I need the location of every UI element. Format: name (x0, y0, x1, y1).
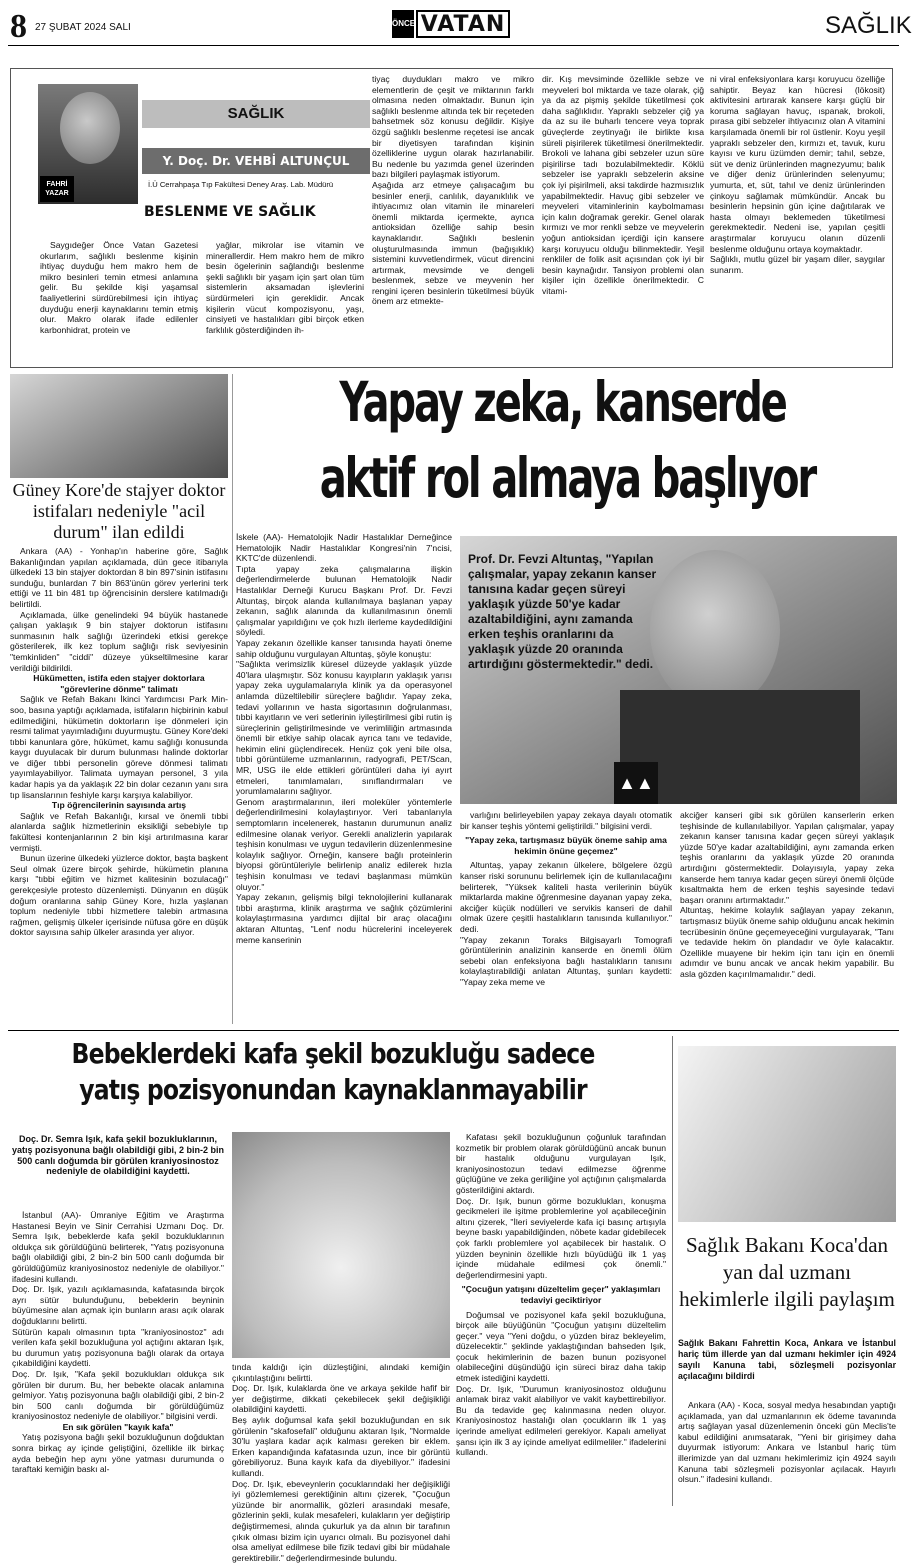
ai-body-1: İskele (AA)- Hematolojik Nadir Hastalıklar Derneğince Hematolojik Nadir Hastalıklar Kongresi'nin 7'ncisi, KKTC'de düzenlendi. Tıpta yapay zeka çalışmalarına ilişkin değerlendirmelerde bulunan Hematolojik Nadir Hastalıklar Derneği Kurucu Başkanı Prof. Dr. Fevzi Altuntaş, birçok alanda kullanılmaya başlanan yapay zekanın, sağlık alanında da kullanılmasının önemli çalışmalar yapıldığını ve çok hızlı ilerleme kaydedildiğini söyledi. Yapay zekanın özellikle kanser tanısında hayati öneme sahip olduğunu vurgulayan Altuntaş, şöyle konuştu: "Sağlıkta verimsizlik küresel düzeyde yaklaşık yüzde 40'lara ulaşmıştır. Söz konusu kayıpların yaklaşık yarısı yapay zeka uygulamalarıyla klinik ya da operasyonel anlamda düzeltilebilir süreçlere bağlıdır. Yapay zeka, tedavi yollarının ve hasta sigortasının doğrulanması, tıbbi kayıtların ve veri setlerinin iyileştirilmesi gibi rutin iş süreçlerinin geliştirilmesinde ve verimliliğin artmasında önemli bir etkiye sahip olacak ayrıca tanı ve tedavide, hekimin elini güçlendirecek. Henüz çok yeni bile olsa, tıbbi görüntüleme uzmanlarının, radyografi, PET/Scan, MR, USG ile elde ettikleri görüntüleri daha iyi ayırt etmeleri, tanımlamaları, sınıflandırmaları ve yorumlamalarını sağlıyor. Genom araştırmalarının, ileri moleküler yöntemlerle değerlendirilmesini kolaylaştırıyor. Veri tabanlarıyla semptomların incelenerek, hastanın durumunun analiz edilmesine olanak veriyor. Gerekli analizlerin yapılarak teşhisin konulması ve uygun tedavilerin düzenlenmesine kolaylık sağlıyor. Örneğin, kansere bağlı proteinlerin biyopsi görüntüleriyle belirlenip analiz edilerek hızla teşhisin konulması ve tedavi başlanması mümkün oluyor." Yapay zekanın, gelişmiş bilgi teknolojilerini kullanarak tıbbi araştırma, klinik araştırma ve sağlık çözümlerini kolaylaştırmasına yardımcı dijital bir araç olacağını aktaran Altuntaş, "Lenf nodu hücrelerini inceleyerek meme kanserinin (236, 532, 452, 945)
ai-body-2: varlığını belirleyebilen yapay zekaya dayalı otomatik bir kanser teşhis yöntemi geliştirildi." bilgisini verdi. "Yapay zeka, tartışmasız büyük öneme sahip ama hekimin önüne geçemez" Altuntaş, yapay zekanın ülkelere, bölgelere özgü kanser riski sorununu belirlemek için de kullanılacağını belirterek, "Yüksek kaliteli hasta verilerinin büyük miktarlarda makine öğrenmesine dayanan yapay zeka, akciğer küçük nodülleri ve servikis kanseri de dahil olmak üzere çeşitli hastalıkların tanısında kullanılıyor." dedi. "Yapay zekanın Toraks Bilgisayarlı Tomografi görüntülerinin analizinin kanserde en önemli ölüm sebebi olan enfeksiyona bağlı hastalıkların tanısını kolaylaştırabildiği anlatan Altuntaş, şunları kaydetti: "Yapay zeka meme ve (460, 810, 672, 987)
column-text-3: tiyaç duydukları makro ve mikro elementlerin de çeşit ve miktarının farklı olmasına neden olmaktadır. Bunun için sağlıklı beslenme altında tek bir reçeteden bahsetmek söz konusu değildir. Kişiye özgü sağlıklı beslenme reçetesi ise ancak bir diyetisyen tarafından kişinin özelliklerine uygun olarak hazırlanabilir. Bu nedenle bu yazımda genel üzerinden bazı bilgileri paylaşmak istiyorum. Aşağıda arz etmeye çalışacağım bu besinler enerji, canlılık, dayanıklılık ve ihtiyacımız olan vitamin ile minareleri önemli miktarda içermekte, ayrıca antioksidan özelliğe sahip besin kaynaklarıdır. Sağlıklı beslenin oluşturulmasında immun (bağışıklık) sistemini kuvvetlendirmek, vücut direncini artırmak, mevsimde ve dengeli beslenmek, sebze ve meyvenin her rengini içeren besinlerin tüketilmesi büyük önem arz etmekte- (372, 74, 534, 307)
author-tag: FAHRİ YAZAR (40, 176, 74, 202)
page-number: 8 (10, 8, 27, 45)
header-rule (8, 45, 899, 46)
ai-pull-quote: Prof. Dr. Fevzi Altuntaş, "Yapılan çalışmalar, yapay zekanın kanser tanısına kadar geçen süreyi yaklaşık yüzde 50'ye kadar azaltabildiğini, aynı zamanda erken teşhis oranlarını da yaklaşık yüzde 20 oranında artırdığını göstermektedir." dedi. (468, 552, 657, 671)
koca-body: Ankara (AA) - Koca, sosyal medya hesabından yaptığı açıklamada, yan dal uzmanlarının ek ödeme tavanında artış sağlayan yasal düzenlemenin önceki gün Meclis'te kabul edildiğini anımsatarak, "Yeni bir girişimey daha duyurmak istiyorum: Ankara ve İstanbul hariç tüm illerimizde yan dal uzmanı hekimlerimiz için 4924 sayılı Kanuna tabi sözleşmeli pozisyonlar açılacak. Hayırlı olsun." ifadesini kullandı. (678, 1400, 896, 1485)
logo-small-text: ÖNCE (392, 10, 414, 38)
section-title: SAĞLIK (825, 12, 912, 39)
column-divider (232, 374, 233, 1024)
baby-photo (232, 1132, 450, 1358)
baby-headline (60, 1036, 606, 1108)
column-text-1: Saygıdeğer Önce Vatan Gazetesi okurlarım, sağlıklı beslenme kişinin ihtiyaç duyduğu hem makro hem de mikro besinleri temin etmesi anlamına gelir. Bu şekilde kişi yaşamsal faaliyetlerini sürdürebilmesi için ihtiyaç duyduğu enerji kaynaklarını temin etmiş olur. Makro olarak ifade edilenler karbonhidrat, protein ve (40, 240, 198, 335)
section-rule (8, 1030, 899, 1031)
korea-body: Ankara (AA) - Yonhap'ın haberine göre, Sağlık Bakanlığından yapılan açıklamada, dün gece itibarıyla ülkedeki 13 bin stajyer doktordan 8 bin 897'sinin istifasını sunduğu, bunlardan 7 bin 863'ünün görev yerlerini terk ettiği ve 11 bin 481 tıp öğrencisinin derslere katılmadığı belirtildi. Açıklamada, ülke genelindeki 94 büyük hastanede çalışan yaklaşık 9 bin stajyer doktorun istifasını sunmasının halk sağlığı üzerindeki etkisi gerekçe gösterilerek, ilk kez toplum sağlığı risk seviyesinin "temkinliden" "ciddi" düzeye yükseltilmesine karar verildiği bildirildi. Hükümetten, istifa eden stajyer doktorlara "görevlerine dönme" talimatı Sağlık ve Refah Bakanı İkinci Yardımcısı Park Min-soo, basına yaptığı açıklamada, istifaların hiçbirinin kabul edilmediğini, hükümetin doktorların işe dönmeleri için resmi talimat yayımladığını duyurmuştu. Güney Kore'deki tıbbi kanunlara göre, hükümet, kamu sağlığı konusunda kaygı duyulacak bir durum bulunması halinde doktorlar ve diğer tıbbi personelin göreve dönmesi talimatı yayımlayabiliyor. Talimata uymayan personel, 3 yıla kadar hapis ya da yaklaşık 22 bin dolar cezanın yanı sıra tıp lisanslarının feshiyle karşı karşıya kalabiliyor. Tıp öğrencilerinin sayısında artış Sağlık ve Refah Bakanlığı, kırsal ve önemli tıbbi alanlarda sağlık hizmetlerinin eksikliği sebebiyle tıp fakültesi kontenjanlarının 2 bin kişi artırılmasına karar vermişti. Bunun üzerine ülkedeki yüzlerce doktor, başta başkent Seul olmak üzere birçok şehirde, hükümetin planına karşı "tıbbi eğitim ve hizmet kalitesinin bozulacağı" gerekçesiyle protesto düzenlemişti. Dünyanın en düşük doğum oranlarına sahip Güney Kore, hızla yaşlanan toplum nedeniyle tıbbi hizmetlere talebin artmasına rağmen, gelişmiş ülkeler içerisinde nüfusa göre en düşük doktor sayısına sahip ülkeler arasında yer alıyor. (10, 546, 228, 938)
issue-date: 27 ŞUBAT 2024 SALI (35, 22, 131, 33)
author-face-image (60, 92, 120, 164)
ai-headline (319, 364, 815, 516)
ai-headline-line-2: aktif rol almaya başlıyor (319, 446, 815, 510)
baby-subhead-2: "Çocuğun yatışını düzeltelim geçer" yaklaşımları tedaviyi geciktiriyor (461, 1284, 661, 1305)
column-text-5: ni viral enfeksiyonlara karşı koruyucu özelliğe sahiptir. Beyaz kan hücresi (lökosit) aktivitesini artırarak kansere karşı güçlü bir koruma sağlayan havuç, ıspanak, brokoli, pırasa gibi sebzeler ihtiyacınız olan A vitamini karşılamada önemli bir rol üstlenir. Koyu yeşil yapraklı sebzeler den, kırmızı et, tavuk, kuru kayısı ve kuru üzümden demir; tahıl, sebze, süt ve deniz ürünlerinden magnezyumu; balık ve diğer deniz ürünlerinden selenyumu; yumurta, et, süt, tahıl ve deniz ürünlerinden çinkoyu sağlamak mümkündür. Ancak bu besinlerin hepsinin gün içine dağıtılarak ve hasta olmayı beklemeden tüketilmesi gerekmektedir. Nedeni ise, yapılan çeşitli araştırmalar koruyucu olanın düzenli beslenme olduğunu ortaya koymaktadır. Sağlıklı, mutlu güzel bir yaşam diler, saygılar sunarım. (710, 74, 885, 275)
korea-photo (10, 374, 228, 478)
altuntas-face (650, 550, 780, 710)
baby-body-2: tında kaldığı için düzleştiğini, alındaki kemiğin çıkıntılaştığını belirtti. Doç. Dr. Işık, kulaklarda öne ve arkaya şekilde hafif bir yer değiştirme, dikkati çekebilecek şekil değişikliği olabildiğini kaydetti. Beş aylık doğumsal kafa şekil bozukluğundan en sık görülenin "skafosefali" olduğunu aktaran Işık, "Normalde 30'lu yaşlara kadar açık kalması gereken bir eklem. Erken kapandığında kafatasında uzun, ince bir görüntü görebiliyoruz. Buna kayık kafa da diyebiliyor." ifadesini kullandı. Doç. Dr. Işık, ebeveynlerin çocuklarındaki her değişikliği iyi gözlemlemesi gerektiğinin altını çizerek, "Çocuğun yüzünde bir anormallik, gözleri arasındaki mesafe, gözlerinin şekli, kulak mesafeleri, kulakların yer değiştirip değiştirmemesi, alında çukurluk ya da alnın bir tarafının çıkık olması bizim için uyarıcı olmalı. Bu pozisyonel dahi olsa ameliyat edilmese bile fizik tedavi gibi bir müdahale gerektirebilir." değerlendirmesinde bulundu. (232, 1362, 450, 1563)
column-author: Y. Doç. Dr. VEHBİ ALTUNÇUL (142, 148, 370, 174)
korea-subhead-1: Hükümetten, istifa eden stajyer doktorlara "görevlerine dönme" talimatı (33, 673, 205, 694)
stethoscope-photo (678, 1046, 896, 1222)
baby-body-1: İstanbul (AA)- Ümraniye Eğitim ve Araştırma Hastanesi Beyin ve Sinir Cerrahisi Uzmanı Doç. Dr. Semra Işık, bebeklerde kafa şekil bozukluklarının oldukça sık görüldüğünü belirterek, "Yatış pozisyonuna bağlı olabildiği gibi, 2 bin-2 bin 500 canlı doğumda bir görüldüğümüz kraniyosinostoz nedeniyle de olabiliyor." ifadesini kullandı. Doç. Dr. Işık, yazılı açıklamasında, kafatasında birçok ayrı sütür bulunduğunu, bebeklerin beyninin büyümesine alan açmak için bunların arası açık olarak doğduklarını belirtti. Sütürün kapalı olmasının tıpta "kraniyosinostoz" adı verilen kafa şekil bozukluğuna yol açtığını aktaran Işık, bu durumun yatış pozisyonuna bağlı olarak da ortaya çıkabildiğini kaydetti. Doç. Dr. Işık, "Kafa şekil bozuklukları oldukça sık görülen bir durum. Bu, her bebekte olacak anlamına gelmiyor. Yatış pozisyonuna bağlı olabildiği gibi, 2 bin-2 bin 500 canlı doğumda bir görüldüğümüz kraniyosinostoz nedeniyle de olabiliyor." bilgisini verdi. En sık görülen "kayık kafa" Yatış pozisyona bağlı şekil bozukluğunun doğduktan sonra birkaç ay içinde geliştiğini, özellikle ilk birkaç ayda bebeğin hep aynı yöne yatması durumunda o taraftaki kemiğin baskı al- (12, 1210, 224, 1475)
baby-headline-line-1: Bebeklerdeki kafa şekil bozukluğu sadece (71, 1037, 595, 1070)
korea-subhead-2: Tıp öğrencilerinin sayısında artış (51, 800, 187, 811)
baby-subhead-1: En sık görülen "kayık kafa" (62, 1421, 174, 1432)
ai-subhead: "Yapay zeka, tartışmasız büyük öneme sahip ama hekimin önüne geçemez" (465, 835, 667, 856)
ai-body-3: akciğer kanseri gibi sık görülen kanserlerin erken teşhisinde de kullanılabiliyor. Yapılan çalışmalar, yapay zekanın kanser tanısına kadar geçen süreyi yaklaşık yüzde 50'ye kadar azaltabildiğini, aynı zamanda erken teşhis oranlarını da yaklaşık yüzde 20 oranında artırdığını göstermektedir. Dolayısıyla, yapay zeka kanserde hem tanıya kadar geçen süreyi önemli ölçüde kısaltmakta hem de erken teşhis sayesinde tedavi başarı oranını artırmaktadır." Altuntaş, hekime kolaylık sağlayan yapay zekanın, tartışmasız büyük öneme sahip olduğunu ancak hekimin tecrübesinin önüne geçemeyeceğini vurgulayarak, "Tanı ve tedavide hekim ön plandadır ve öyle kalacaktır. Özellikle muayene bir hekim için tanı için en önemli adımdır ve bunu ancak ve ancak hekim yapabilir. Bu asla gözden kaçırılmamalıdır." dedi. (680, 810, 895, 979)
baby-headline-line-2: yatış pozisyonundan kaynaklanmayabilir (79, 1073, 587, 1106)
column-text-4: dir. Kış mevsiminde özellikle sebze ve meyveleri bol miktarda ve taze olarak, çiğ ya da az pişmiş şekilde tüketilmesi çok daha sağlıklıdır. Yapraklı sebzeler çiğ ya da az su ile buharlı tencere veya toprak güveçlerde zeytinyağı ile birlikte kısa süreli pişirilerek tüketilmesi önerilmektedir. Brokoli ve lahana gibi sebzeler uzun süre pişirilirse tadı bozulabilmektedir. Köklü sebzeler ise yapraklı sebzelerin aksine çok iyi pişirilmeli, aksi takdirde hazmısızlık yapabilmektedir. Havuç gibi sebzeler ve meyveleri vitaminlerinin kaybolmaması için kalın doğramak gerekir. Genel olarak kırmızı ve mor renkli sebze ve meyvelerin yoğun antioksidan içerdiği için kansere karşı koruyucu olduğu bilinmektedir. Yeşil renkliler de folik asit açısından çok iyi bir besin kaynağıdır. Tansiyon problemi olan kişiler için özellikle önerilmektedir. C vitami- (542, 74, 704, 296)
baby-lead: Doç. Dr. Semra Işık, kafa şekil bozukluklarının, yatış pozisyonuna bağlı olabildiği gibi, 2 bin-2 bin 500 canlı doğumda bir görülen kraniyosinostoz nedeniyle de olabildiğini kaydetti. (12, 1134, 225, 1177)
baby-body-3: Kafatası şekil bozukluğunun çoğunluk tarafından kozmetik bir problem olarak görüldüğünü ancak bunun bir hastalık olduğunu vurgulayan Işık, kraniyosinostozun tedavi edilmezse öğrenme güçlüğüne ve zeka geriliğine yol açtığının çalışmalarda gösterildiğini aktardı. Doç. Dr. Işık, bunun görme bozuklukları, konuşma gecikmeleri ile işitme problemlerine yol açabileceğinin altını çizerek, "İleri seviyelerde kafa içi basınç artışıyla beyne baskı yapabildiğinden, nöbete kadar gidebilecek çok farklı problemlere yol açabilecek bir hastalık. O yüzden beyninin özellikle hızlı büyüdüğü ilk 1 yaş içinde müdahale edilmesi çok önemli." değerlendirmesini yaptı. "Çocuğun yatışını düzeltelim geçer" yaklaşımları tedaviyi geciktiriyor Doğumsal ve pozisyonel kafa şekil bozukluğuna, birçok aile büyüğünün "Çocuğun yatışını düzeltelim geçer." veya "Yeni doğdu, o yüzden biraz bekleyelim, düzelecektir." şeklinde yaklaştığından bahseden Işık, çocuk hekimlerinin de bazen bunun pozisyonel olabileceğini düşündüğü için süreci biraz daha takip etmek istediğini kaydetti. Doç. Dr. Işık, "Durumun kraniyosinostoz olduğunu anlamak biraz vakit alabiliyor ve vakit kaybettirebiliyor. Bu da tedavide geç kalınmasına neden oluyor. Kraniyosinostoz hastalığı olan çocukların ilk 1 yaş içerinde ameliyat edilmeleri gerekiyor. Kapalı ameliyat şansı için ilk 3 ay içinde ameliyat edilmeliler." ifadelerini kullandı. (456, 1132, 666, 1458)
newspaper-logo[interactable] (392, 10, 510, 38)
ai-headline-line-1: Yapay zeka, kanserde (339, 370, 786, 434)
koca-headline: Sağlık Bakanı Koca'dan yan dal uzmanı hekimlerle ilgili paylaşım (679, 1233, 895, 1311)
column-text-2: yağlar, mikrolar ise vitamin ve minerallerdir. Hem makro hem de mikro besin ögelerinin sağlandığı beslenme şekli sağlıklı bir yaşam için şart olan tüm sistemlerin aksamadan işlevlerini sürdürmeleri için gereklidir. Ancak kişilerin vücut kompozisyonu, yaşı, cinsiyeti ve hastalıkları gibi birçok etken farklılık gösterdiğinden ih- (206, 240, 364, 335)
korea-headline: Güney Kore'de stajyer doktor istifaları nedeniyle "acil durum" ilan edildi (12, 480, 226, 542)
column-institution: İ.Ü Cerrahpaşa Tıp Fakültesi Deney Araş. Lab. Müdürü (148, 180, 334, 189)
logo-main-text: VATAN (416, 10, 510, 38)
koca-lead: Sağlık Bakanı Fahrettin Koca, Ankara ve İstanbul hariç tüm illerde yan dal uzmanı hekimler için 4924 sayılı Kanuna tabi, sözleşmeli pozisyonlar açılacağını bildirdi (678, 1338, 896, 1381)
column-section-label: SAĞLIK (142, 100, 370, 128)
column-title: BESLENME VE SAĞLIK (144, 204, 316, 220)
aa-logo-icon: ▲▲ (614, 762, 658, 804)
